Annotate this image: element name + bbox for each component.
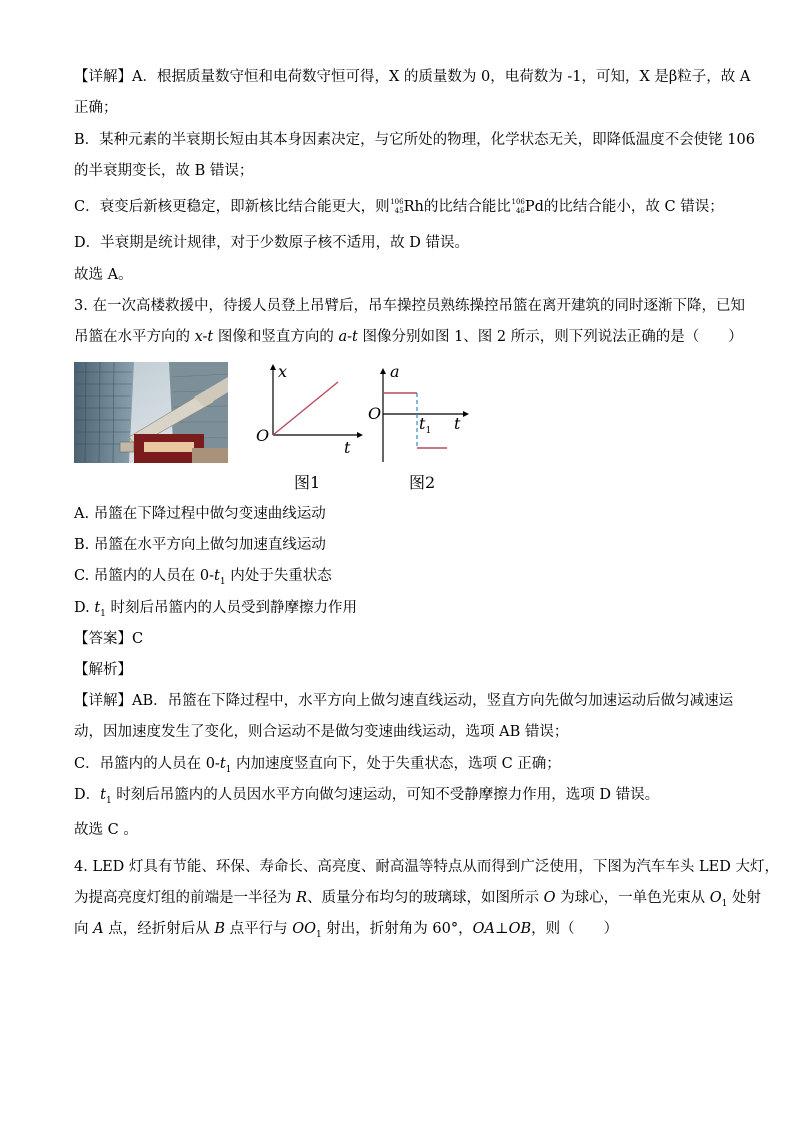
q3-choose: 故选 C 。 — [74, 822, 138, 838]
q4-stem-line-2: 为提高亮度灯组的前端是一半径为 R、质量分布均匀的玻璃球，如图所示 O 为球心，一单色光束从 $O_1$ 处射 — [74, 890, 761, 909]
q2-detail-line-2: 正确； — [74, 100, 118, 116]
q2-choose: 故选 A。 — [74, 267, 133, 283]
q3-detail-line-1: 【详解】AB．吊篮在下降过程中，水平方向上做匀速直线运动，竖直方向先做匀加速运动后做匀减速运 — [74, 693, 734, 709]
analysis-label: 【解析】 — [74, 662, 132, 678]
option-a: A. 吊篮在下降过程中做匀变速曲线运动 — [74, 506, 326, 522]
rh-symbol: Rh — [403, 199, 424, 215]
fig2-y-label: a — [390, 362, 400, 381]
fig1-caption: 图1 — [294, 473, 321, 492]
q3-detail-line-2: 动，因加速度发生了变化，则合运动不是做匀变速曲线运动，选项 AB 错误； — [74, 724, 569, 740]
fig2-caption: 图2 — [409, 473, 436, 492]
q4-stem-line-1: 4. LED 灯具有节能、环保、寿命长、高亮度、耐高温等特点从而得到广泛使用，下图为汽车车头 LED 大灯， — [74, 859, 779, 875]
fig1-origin: O — [256, 426, 270, 445]
fig2-x-label: t — [454, 414, 461, 433]
q2-detail-line-3: B．某种元素的半衰期长短由其本身因素决定，与它所处的物理，化学状态无关，即降低温度不会使铑 106 — [74, 132, 755, 148]
option-c: C. 吊篮内的人员在 $0-t_1$ 内处于失重状态 — [74, 568, 332, 587]
fig1-x-label: t — [344, 438, 351, 457]
option-d: D. $t_1$ 时刻后吊篮内的人员受到静摩擦力作用 — [74, 600, 357, 619]
xt-line — [273, 382, 338, 435]
pd-nuclide-numbers: 106 46 — [511, 198, 525, 215]
text: 图像和竖直方向的 — [213, 329, 339, 345]
text: C．衰变后新核更稳定，即新核比结合能更大，则 — [74, 199, 390, 215]
a-axis-arrow — [380, 368, 386, 374]
rh-nuclide-numbers: 106 45 — [390, 198, 404, 215]
q2-detail-line-5 — [74, 197, 724, 217]
pd-symbol: Pd — [524, 199, 544, 215]
q3-stem-line-2 — [74, 327, 743, 347]
q2-detail-line-6: D．半衰期是统计规律，对于少数原子核不适用，故 D 错误。 — [74, 235, 469, 251]
q2-detail-line-1: 【详解】A．根据质量数守恒和电荷数守恒可得，X 的质量数为 0，电荷数为 -1，可知，X 是β粒子，故 A — [74, 69, 751, 85]
at-label: a-t — [338, 329, 358, 345]
q4-stem-line-3: 向 A 点，经折射后从 B 点平行与 $OO_1$ 射出，折射角为 60°，OA⊥OB，则（ ） — [74, 921, 619, 940]
fig2-origin: O — [368, 404, 382, 423]
q3-detail-line-3: C．吊篮内的人员在 $0-t_1$ 内加速度竖直向下，处于失重状态，选项 C 正确； — [74, 756, 561, 775]
text: 吊篮在水平方向的 — [74, 329, 195, 345]
t-axis-arrow — [463, 411, 469, 417]
option-b: B. 吊篮在水平方向上做匀加速直线运动 — [74, 537, 326, 553]
q3-detail-line-4: D．$t_1$ 时刻后吊篮内的人员因水平方向做匀速运动，可知不受静摩擦力作用，选项 D 错误。 — [74, 787, 660, 806]
text: 的比结合能比 — [423, 199, 511, 215]
text: 图像分别如图 1、图 2 所示，则下列说法正确的是（ ） — [357, 329, 743, 345]
q2-detail-line-4: 的半衰期变长，故 B 错误； — [74, 163, 254, 179]
fig1-y-label: x — [278, 362, 288, 381]
answer-label: 【答案】C — [74, 631, 144, 647]
t-axis-arrow — [357, 432, 363, 438]
text: 的比结合能小，故 C 错误； — [543, 199, 724, 215]
rescue-crane-photo — [74, 362, 228, 463]
q3-stem-line-1: 3. 在一次高楼救援中，待援人员登上吊臂后，吊车操控员熟练操控吊篮在离开建筑的同时逐渐下降，已知 — [74, 298, 745, 314]
xt-label: x-t — [194, 329, 214, 345]
fig2-t1-label: $t_1$ — [419, 414, 432, 437]
x-axis-arrow — [270, 364, 276, 370]
